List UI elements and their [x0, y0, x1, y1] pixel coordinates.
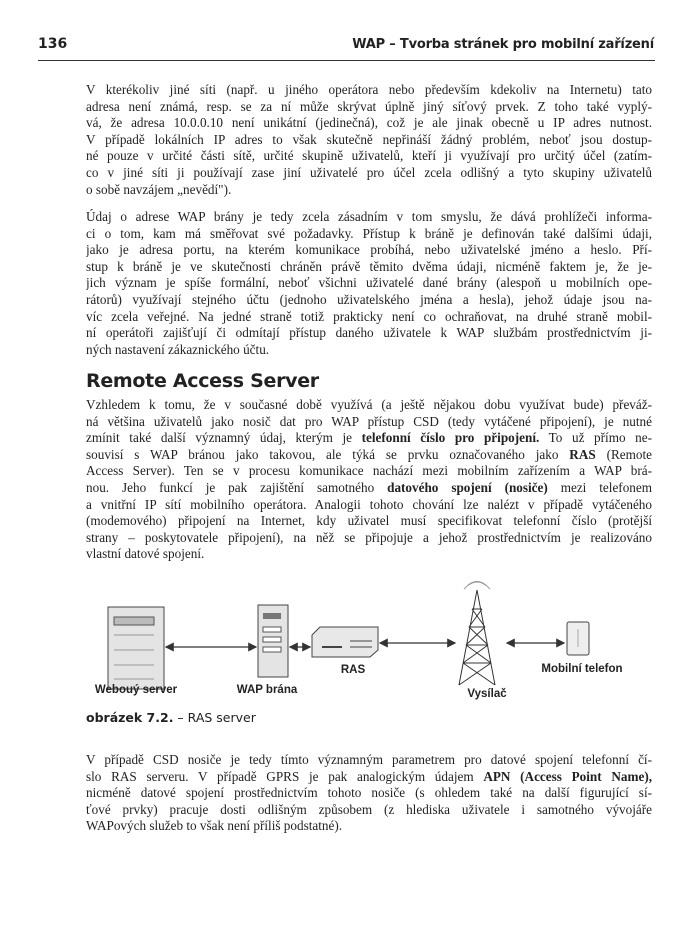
bold-term: APN (Access Point Name), — [483, 768, 652, 784]
text-run: Vzhledem k tomu, že v současné době využívá (a ještě nějakou dobu využívat bude) převáž- — [86, 397, 652, 412]
text-run: vlastní datové spojení. — [86, 546, 205, 562]
text-line — [86, 397, 652, 414]
text-line — [86, 530, 652, 547]
mobile-phone-icon — [567, 622, 589, 655]
web-server-icon — [108, 607, 164, 689]
text-run: co v jiné síti ji používají zase jiní uživatelé pro účel zcela odlišný a tyto skupiny uživatelů — [86, 164, 652, 180]
paragraph-3 — [86, 397, 652, 563]
section-heading: Remote Access Server — [86, 370, 319, 392]
text-run: ní operátoři zajišťují či odmítají přístup daného uživatele k WAP službám prostřednictvím ji- — [86, 325, 652, 341]
text-line — [86, 82, 652, 99]
text-line — [86, 226, 652, 243]
text-run: o sobě navzájem „nevědí"). — [86, 181, 232, 197]
text-run: adresa není známá, resp. se za ní může skrývat úplně jiný síťový prvek. Z toho také vyplý- — [86, 98, 652, 114]
text-line — [86, 309, 652, 326]
text-run: (modemového) připojení na Internet, kdy uživatel musí specifikovat telefonní číslo (protější — [86, 513, 652, 529]
text-line — [86, 785, 652, 802]
text-run: WAPových služeb to však není příliš podstatné). — [86, 818, 343, 834]
text-line — [86, 802, 652, 819]
text-run: nou. Jeho funkcí je pak zajištění samotného — [86, 479, 388, 495]
text-line — [86, 447, 652, 464]
text-line — [86, 132, 652, 149]
text-line — [86, 818, 652, 835]
text-line — [86, 259, 652, 276]
text-line — [86, 480, 652, 497]
label-wap-gateway: WAP brána — [236, 684, 298, 696]
bold-term: telefonní číslo pro připojení. — [361, 430, 540, 446]
text-line — [86, 209, 652, 226]
ras-diagram — [70, 575, 630, 705]
text-line — [86, 242, 652, 259]
label-transmitter: Vysílač — [467, 688, 507, 700]
label-ras: RAS — [340, 664, 366, 676]
text-line — [86, 414, 652, 431]
text-run: V případě lokálních IP adres to však skutečně nepřináší žádný problém, neboť jsou dostup- — [86, 131, 652, 147]
text-run: víc zcela veřejné. Na jedné straně totiž prakticky není co ochraňovat, na druhé straně mobil- — [86, 308, 652, 324]
text-run: slo RAS serveru. V případě GPRS je pak analogickým údajem — [86, 768, 484, 784]
text-line — [86, 148, 652, 165]
text-run: né pouze v určité části sítě, určité skupině uživatelů, kteří ji využívají pro určitý účel (zatím- — [86, 148, 652, 164]
text-run: (Remote — [595, 446, 652, 462]
text-run: jako je adresa portu, na kterém komunikace probíhá, nebo uživatelské jméno a heslo. Pří- — [86, 242, 652, 258]
paragraph-4 — [86, 752, 652, 835]
caption-number: obrázek 7.2. — [86, 710, 174, 725]
text-run: zmínit také další významný údaj, kterým je — [86, 430, 362, 446]
text-run: a vnitřní IP sítí mobilního operátora. Analogii tohoto chování lze nalézt v případě vytáčeného — [86, 496, 652, 512]
text-run: ci o tom, kam má směřovat své požadavky. Přístup k bráně je definován také dalšími údaji, — [86, 225, 652, 241]
header-rule — [38, 60, 655, 61]
text-run: jich význam je spíše formální, neboť všichni uživatelé dané brány (alespoň u mobilních ope- — [86, 275, 652, 291]
text-line — [86, 430, 652, 447]
page-number: 136 — [38, 36, 68, 52]
ras-device-icon — [312, 627, 378, 657]
text-run: To už přímo ne- — [539, 430, 652, 446]
text-run: vá, že adresa 10.0.0.10 není unikátní (jedinečná), což je ale jinak obecně u IP adres nutnost. — [86, 115, 652, 131]
text-line — [86, 497, 652, 514]
text-line — [86, 342, 652, 359]
transmitter-tower-icon — [459, 582, 495, 686]
text-run: stup k bráně je ve skutečnosti chráněn právě těmito dvěma údaji, nicméně faktem je, že je- — [86, 258, 652, 274]
text-run: ných nastavení zákaznického účtu. — [86, 341, 270, 357]
text-run: ťové prvky) pracuje dosti odlišným způsobem (z hlediska uživatele i samotného vývojáře — [86, 801, 652, 817]
text-line — [86, 546, 652, 563]
text-run: rátorů) využívají stejného účtu (jednoho uživatelského jména a hesla), jehož údaje jsou na- — [86, 291, 652, 307]
text-run: strany – poskytovatele připojení), na něž se připojuje a jehož prostřednictvím je realizováno — [86, 529, 652, 545]
label-phone: Mobilní telefon — [541, 663, 623, 675]
bold-term: RAS — [569, 446, 596, 462]
text-line — [86, 463, 652, 480]
text-run: Access Server). Ten se v procesu komunikace nachází mezi mobilním zařízením a WAP brá- — [86, 463, 652, 479]
text-run: ná většina uživatelů jako nosič dat pro WAP přístup CSD (tedy vytáčené připojení), je nutné — [86, 413, 652, 429]
text-line — [86, 292, 652, 309]
caption-text: – RAS server — [173, 710, 256, 725]
bold-term: datového spojení (nosiče) — [387, 479, 548, 495]
text-line — [86, 99, 652, 116]
text-line — [86, 275, 652, 292]
label-web-server: Webouý server — [94, 684, 178, 696]
text-run: souvisí s WAP bránou jako takovou, ale týká se prvku označovaného jako — [86, 446, 570, 462]
text-line — [86, 182, 652, 199]
text-run: V případě CSD nosiče je tedy tímto významným parametrem pro datové spojení telefonní čí- — [86, 752, 652, 767]
text-line — [86, 325, 652, 342]
text-line — [86, 513, 652, 530]
text-line — [86, 769, 652, 786]
text-line — [86, 165, 652, 182]
paragraph-2 — [86, 209, 652, 358]
running-header: WAP – Tvorba stránek pro mobilní zařízení — [352, 37, 654, 52]
text-run: Údaj o adrese WAP brány je tedy zcela zásadním v tom smyslu, že dává prohlížeči informa- — [86, 209, 652, 224]
text-run: V kterékoliv jiné síti (např. u jiného operátora nebo především kdekoliv na Internetu) tato — [86, 82, 652, 97]
text-run: nicméně datové spojení prostřednictvím tohoto nosiče (s ohledem také na další figurující sí- — [86, 785, 652, 801]
wap-gateway-icon — [258, 605, 288, 677]
text-line — [86, 752, 652, 769]
text-run: mezi telefonem — [547, 479, 652, 495]
text-line — [86, 115, 652, 132]
paragraph-1 — [86, 82, 652, 198]
figure-caption — [86, 710, 256, 725]
